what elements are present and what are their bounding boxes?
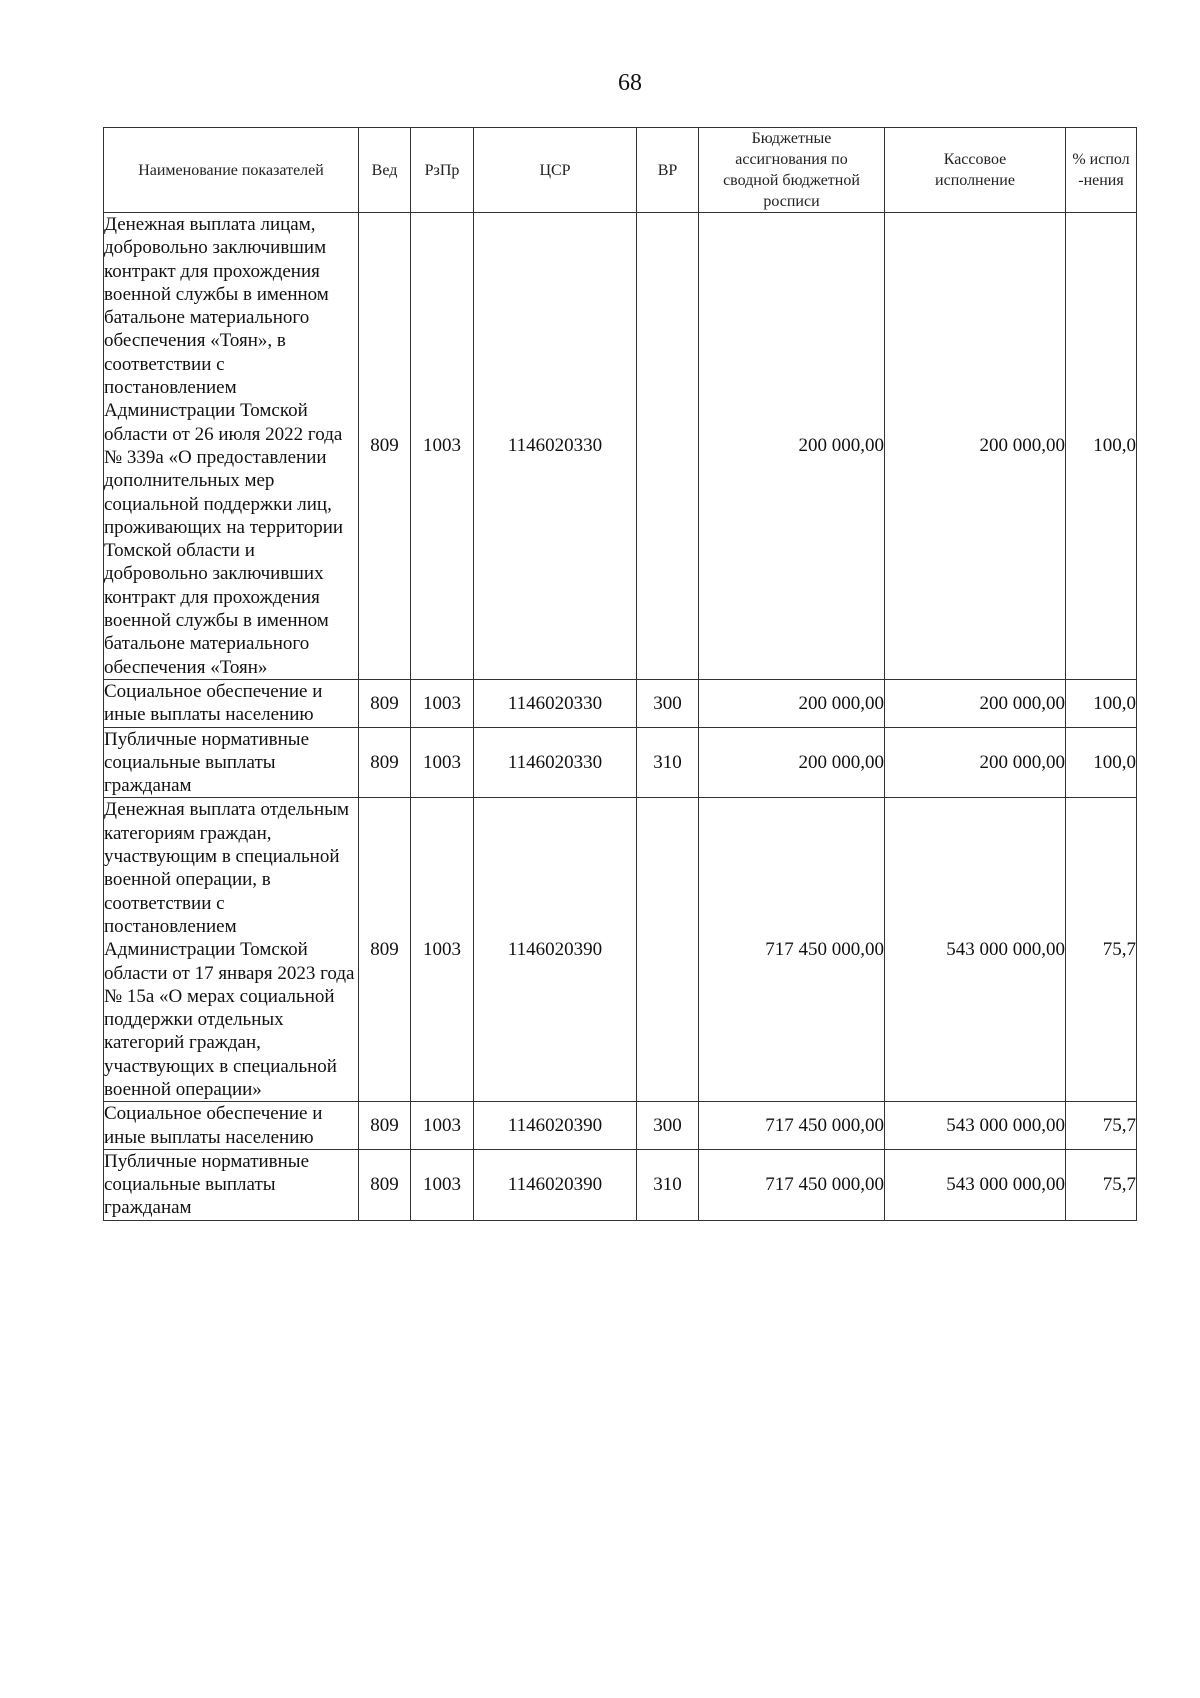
table-row [104, 213, 1137, 680]
row-rzpr: 1003 [411, 798, 474, 1102]
row-vr: 310 [637, 727, 699, 798]
row-name: Публичные нормативные социальные выплаты гражданам [104, 1149, 359, 1220]
row-csr: 1146020390 [474, 1149, 637, 1220]
row-name: Социальное обеспечение и иные выплаты населению [104, 679, 359, 727]
row-vr [637, 798, 699, 1102]
row-budget: 200 000,00 [699, 213, 885, 680]
row-rzpr: 1003 [411, 727, 474, 798]
row-pct: 75,7 [1066, 1102, 1137, 1150]
row-cash: 200 000,00 [885, 679, 1066, 727]
header-cash: Кассовое исполнение [885, 128, 1066, 213]
row-ved: 809 [359, 727, 411, 798]
row-budget: 200 000,00 [699, 679, 885, 727]
row-name: Денежная выплата отдельным категориям граждан, участвующим в специальной военной операции, в соответствии с постановлением Администрации Томской области от 17 января 2023 года № 15а «О мерах социальной поддержки отдельных категорий граждан, участвующих в специальной военной операции» [104, 798, 359, 1102]
header-pct: % испол-нения [1066, 128, 1137, 213]
row-pct: 100,0 [1066, 213, 1137, 680]
row-budget: 200 000,00 [699, 727, 885, 798]
row-csr: 1146020390 [474, 1102, 637, 1150]
table-row [104, 798, 1137, 1102]
header-budget: Бюджетные ассигнования по сводной бюджетной росписи [699, 128, 885, 213]
row-name: Социальное обеспечение и иные выплаты населению [104, 1102, 359, 1150]
row-budget: 717 450 000,00 [699, 1149, 885, 1220]
row-pct: 100,0 [1066, 679, 1137, 727]
table-row [104, 679, 1137, 727]
row-pct: 100,0 [1066, 727, 1137, 798]
row-vr [637, 213, 699, 680]
row-cash: 200 000,00 [885, 213, 1066, 680]
row-budget: 717 450 000,00 [699, 1102, 885, 1150]
row-csr: 1146020330 [474, 727, 637, 798]
row-vr: 310 [637, 1149, 699, 1220]
row-vr: 300 [637, 679, 699, 727]
row-ved: 809 [359, 1149, 411, 1220]
row-cash: 200 000,00 [885, 727, 1066, 798]
row-pct: 75,7 [1066, 798, 1137, 1102]
header-vr: ВР [637, 128, 699, 213]
row-ved: 809 [359, 213, 411, 680]
header-ved: Вед [359, 128, 411, 213]
row-cash: 543 000 000,00 [885, 798, 1066, 1102]
row-csr: 1146020390 [474, 798, 637, 1102]
row-cash: 543 000 000,00 [885, 1149, 1066, 1220]
row-ved: 809 [359, 798, 411, 1102]
header-name: Наименование показателей [104, 128, 359, 213]
row-budget: 717 450 000,00 [699, 798, 885, 1102]
page-number: 68 [618, 70, 642, 96]
table-row [104, 727, 1137, 798]
row-vr: 300 [637, 1102, 699, 1150]
budget-execution-table [103, 127, 1137, 1221]
row-rzpr: 1003 [411, 679, 474, 727]
row-cash: 543 000 000,00 [885, 1102, 1066, 1150]
row-csr: 1146020330 [474, 679, 637, 727]
row-name: Денежная выплата лицам, добровольно заключившим контракт для прохождения военной службы в именном батальоне материального обеспечения «Тоян», в соответствии с постановлением Администрации Томской области от 26 июля 2022 года № 339а «О предоставлении дополнительных мер социальной поддержки лиц, проживающих на территории Томской области и добровольно заключивших контракт для прохождения военной службы в именном батальоне материального обеспечения «Тоян» [104, 213, 359, 680]
row-csr: 1146020330 [474, 213, 637, 680]
header-csr: ЦСР [474, 128, 637, 213]
table-row [104, 1102, 1137, 1150]
row-rzpr: 1003 [411, 1149, 474, 1220]
row-ved: 809 [359, 679, 411, 727]
row-name: Публичные нормативные социальные выплаты гражданам [104, 727, 359, 798]
row-ved: 809 [359, 1102, 411, 1150]
row-rzpr: 1003 [411, 1102, 474, 1150]
table-header-row [104, 128, 1137, 213]
row-rzpr: 1003 [411, 213, 474, 680]
header-rzpr: РзПр [411, 128, 474, 213]
row-pct: 75,7 [1066, 1149, 1137, 1220]
table-row [104, 1149, 1137, 1220]
